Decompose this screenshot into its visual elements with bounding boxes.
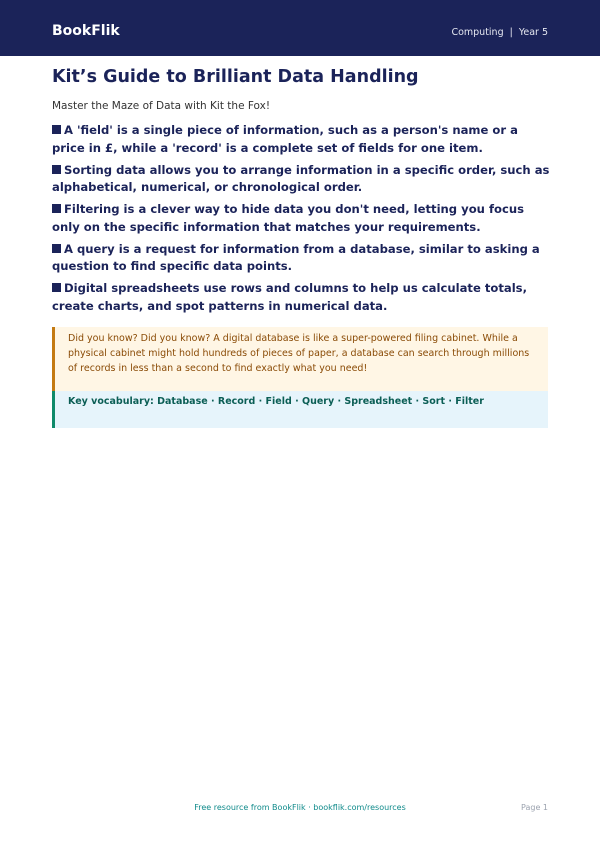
key-point — [52, 241, 552, 276]
key-point-text: A query is a request for information from a database, similar to asking a question to find specific data points. — [52, 241, 540, 273]
page-number: Page 1 — [521, 803, 548, 812]
year-label: Year 5 — [518, 27, 548, 38]
square-bullet-icon — [52, 283, 61, 292]
key-point — [52, 201, 552, 236]
header-bar — [0, 0, 600, 56]
key-points-list — [52, 122, 552, 320]
key-point-text: Sorting data allows you to arrange information in a specific order, such as alphabetical, numerical, or chronological order. — [52, 162, 550, 194]
key-vocabulary-box — [52, 391, 548, 428]
brand-logo[interactable]: BookFlik — [52, 23, 120, 39]
page-title: Kit’s Guide to Brilliant Data Handling — [52, 67, 419, 87]
key-point-text: Filtering is a clever way to hide data you don't need, letting you focus only on the specific information that matches your requirements. — [52, 202, 524, 234]
header-meta — [451, 26, 548, 40]
key-point — [52, 162, 552, 197]
callout-text: Did you know? Did you know? A digital database is like a super-powered filing cabinet. While a physical cabinet might hold hundreds of pieces of paper, a database can search through millions of records in less than a second to find exactly what you need! — [68, 333, 530, 374]
square-bullet-icon — [52, 204, 61, 213]
key-point-text: A 'field' is a single piece of information, such as a person's name or a price in £, while a 'record' is a complete set of fields for one item. — [52, 123, 518, 155]
footer-link[interactable]: Free resource from BookFlik · bookflik.com/resources — [194, 803, 406, 812]
key-point — [52, 280, 552, 315]
page-subtitle: Master the Maze of Data with Kit the Fox! — [52, 100, 271, 112]
square-bullet-icon — [52, 165, 61, 174]
meta-separator: | — [509, 27, 513, 38]
subject-label: Computing — [451, 27, 504, 38]
did-you-know-callout — [52, 327, 548, 391]
key-point — [52, 122, 552, 157]
key-point-text: Digital spreadsheets use rows and columns to help us calculate totals, create charts, and spot patterns in numerical data. — [52, 281, 527, 313]
square-bullet-icon — [52, 244, 61, 253]
page-footer — [0, 802, 600, 816]
vocabulary-text: Key vocabulary: Database · Record · Field · Query · Spreadsheet · Sort · Filter — [68, 396, 484, 407]
square-bullet-icon — [52, 125, 61, 134]
